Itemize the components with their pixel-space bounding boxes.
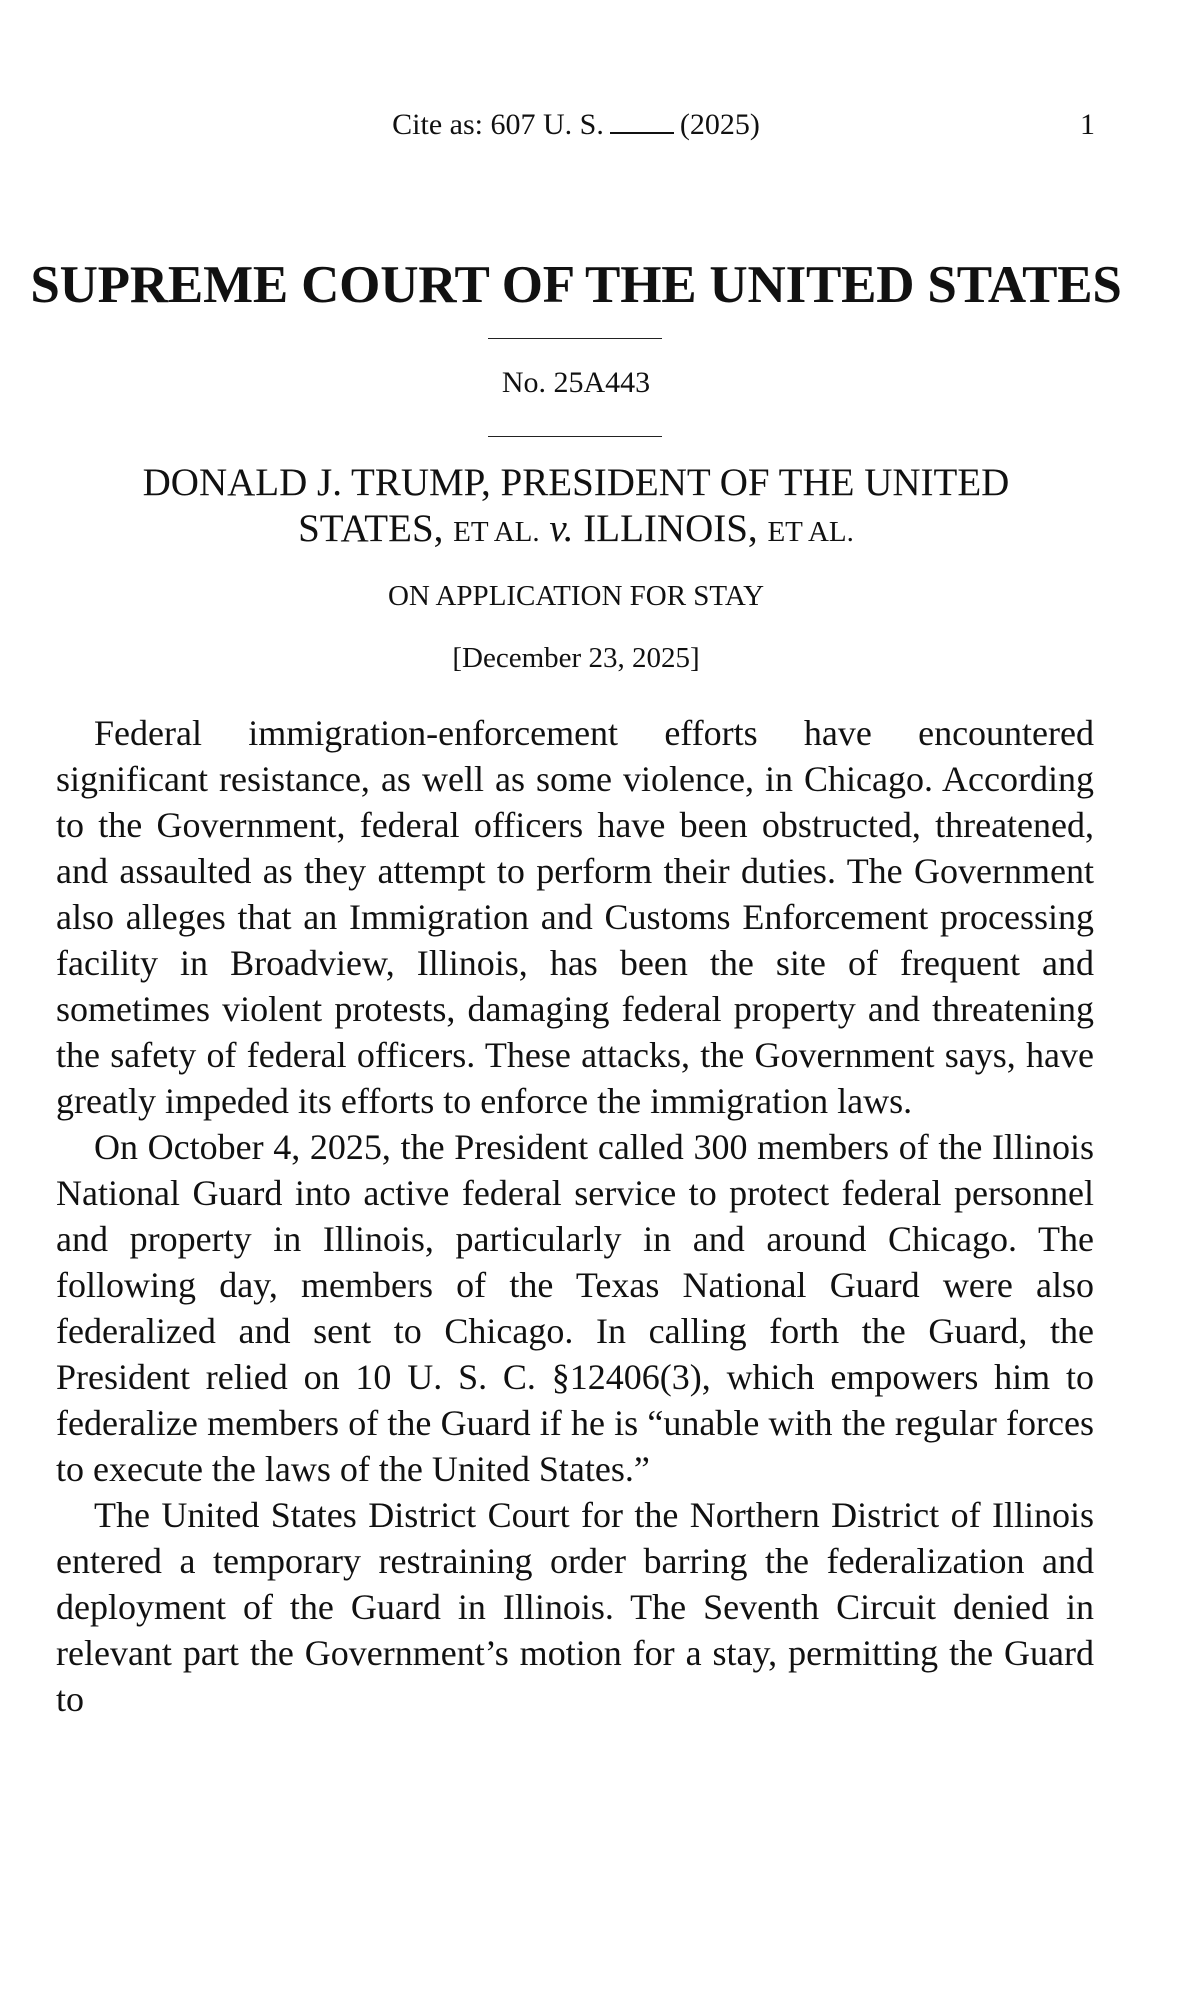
paragraph-3: The United States District Court for the Northern District of Illinois entered a temporary restraining order barring the federalization and deployment of the Guard in Illinois. The Seventh Circuit denied in relevant part the Government’s motion for a stay, permitting the Guard to: [56, 1495, 1094, 1719]
running-head: [0, 108, 1192, 148]
caption-line-2: [0, 506, 1152, 555]
caption-states: STATES,: [298, 507, 444, 550]
proceeding-label: ON APPLICATION FOR STAY: [387, 580, 765, 612]
paragraph-2: On October 4, 2025, the President called 300 members of the Illinois National Guard into active federal service to protect federal personnel and property in Illinois, particularly in and around Chicago. The following day, members of the Texas National Guard were also federalized and sent to Chicago. In calling forth the Guard, the President relied on 10 U. S. C. §12406(3), which empowers him to federalize members of the Guard if he is “unable with the regular forces to execute the laws of the United States.”: [56, 1127, 1094, 1489]
citation-prefix: Cite as: 607 U. S.: [392, 108, 604, 141]
decision-date: [December 23, 2025]: [452, 642, 700, 674]
page-number: 1: [1080, 108, 1095, 141]
citation-year: (2025): [679, 108, 760, 141]
caption-et-al-2: ET AL.: [767, 516, 854, 548]
paragraph-1: Federal immigration-enforcement efforts have encountered significant resistance, as well as some violence, in Chicago. According to the Government, federal officers have been obstructed, threatened, and assaulted as they attempt to perform their duties. The Government also alleges that an Immigration and Customs Enforcement processing facility in Broadview, Illinois, has been the site of frequent and sometimes violent protests, damaging federal property and threatening the safety of federal officers. These attacks, the Government says, have greatly impeded its efforts to enforce the immigration laws.: [56, 713, 1094, 1121]
court-name: SUPREME COURT OF THE UNITED STATES: [30, 256, 1122, 314]
caption-illinois: ILLINOIS,: [583, 507, 758, 550]
citation-blank: [610, 112, 674, 134]
divider-rule-bottom: [488, 436, 662, 437]
caption-versus: v.: [549, 507, 574, 550]
case-caption: [0, 460, 1152, 555]
caption-line-1: DONALD J. TRUMP, PRESIDENT OF THE UNITED: [142, 461, 1010, 504]
caption-et-al-1: ET AL.: [453, 516, 540, 548]
docket-number: No. 25A443: [501, 366, 651, 399]
opinion-body: [56, 710, 1094, 1722]
citation-line: [0, 108, 1152, 142]
divider-rule-top: [488, 338, 662, 339]
